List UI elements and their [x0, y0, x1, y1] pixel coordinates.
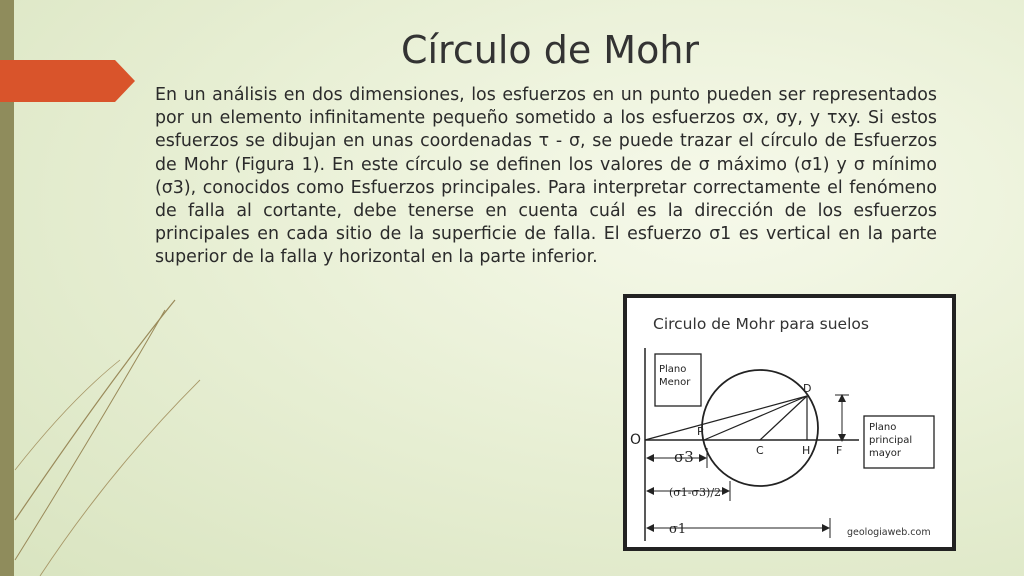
plano-menor-line1: Plano — [659, 364, 687, 375]
mohr-circle — [702, 370, 818, 486]
label-d: D — [803, 382, 812, 395]
figure-credit: geologiaweb.com — [847, 527, 931, 538]
slide-body-text: En un análisis en dos dimensiones, los esfuerzos en un punto pueden ser representados por un elemento infinitamente pequeño sometido a los esfuerzos σx, σy, y τxy. Si estos esfuerzos se dibujan en unas coordenadas τ - σ, se puede trazar el círculo de Esfuerzos de Mohr (Figura 1). En este círculo se definen los valores de σ máximo (σ1) y σ mínimo (σ3), conocidos como Esfuerzos principales. Para interpretar correctamente el fenómeno de falla al cortante, debe tenerse en cuenta cuál es la dirección de los esfuerzos principales en cada sitio de la superficie de falla. El esfuerzo σ1 es vertical en la parte superior de la falla y horizontal en la parte inferior. — [155, 85, 937, 268]
label-sigma3: σ3 — [674, 448, 694, 466]
sigma1-arrowhead-left — [646, 524, 654, 532]
plano-mayor-line3: mayor — [869, 448, 902, 459]
dimension-arrowhead-down — [838, 434, 846, 442]
line-p-to-d — [704, 396, 807, 440]
slide-title: Círculo de Mohr — [400, 28, 700, 72]
label-sigma1: σ1 — [669, 522, 687, 537]
label-c: C — [756, 444, 764, 457]
label-o: O — [630, 432, 642, 448]
figure-title: Circulo de Mohr para suelos — [653, 315, 869, 333]
label-h: H — [802, 444, 811, 457]
plano-mayor-line2: principal — [869, 435, 913, 446]
label-p: P — [697, 425, 704, 438]
label-f: F — [836, 444, 843, 457]
sigma3-arrowhead-left — [646, 454, 654, 462]
plano-mayor-line1: Plano — [869, 422, 897, 433]
title-accent-arrow — [0, 60, 135, 102]
sigma1-arrowhead-right — [822, 524, 830, 532]
plano-menor-line2: Menor — [659, 377, 691, 388]
sigma3-arrowhead-right — [699, 454, 707, 462]
half-diff-arrowhead-left — [646, 487, 654, 495]
half-diff-arrowhead-right — [722, 487, 730, 495]
label-half-diff: (σ1-σ3)/2 — [669, 486, 722, 499]
mohr-circle-figure — [623, 294, 956, 551]
